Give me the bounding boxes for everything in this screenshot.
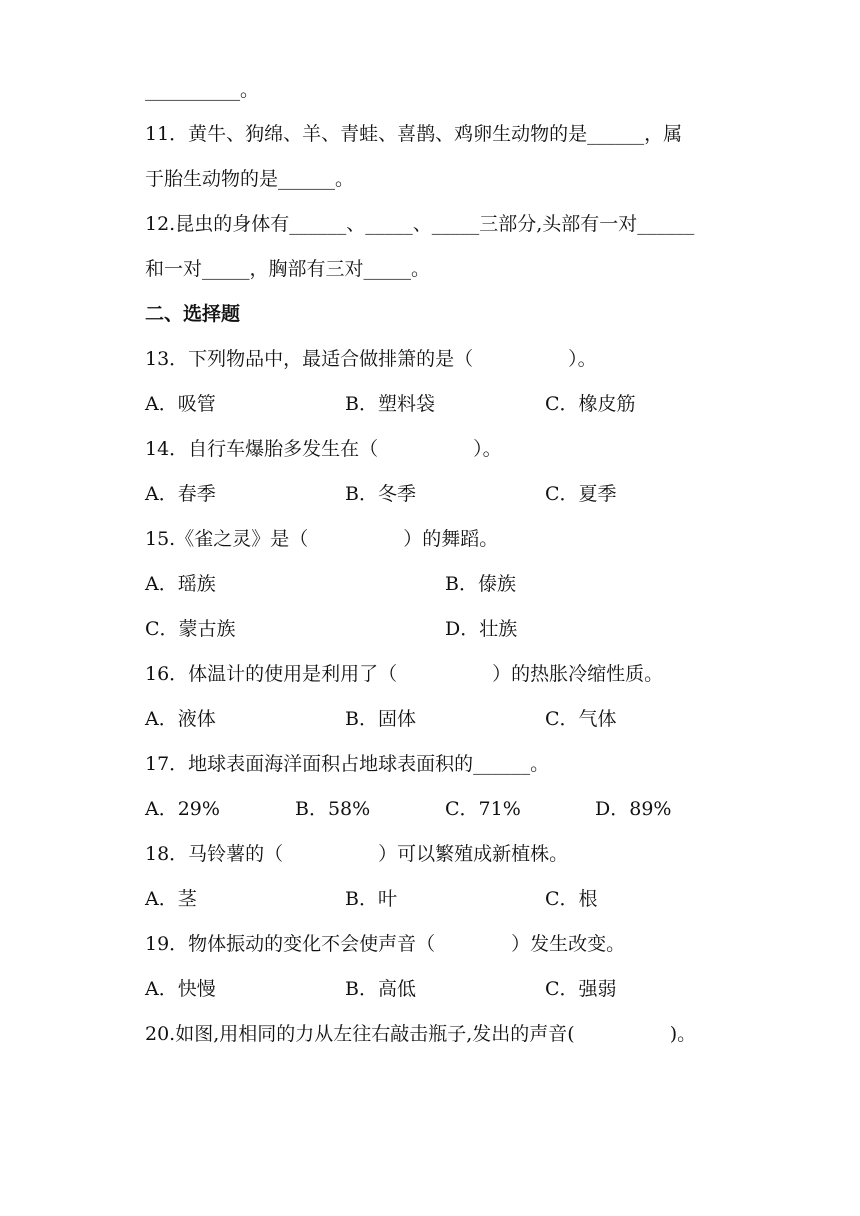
question-15-option-d: D．壮族 bbox=[445, 618, 518, 640]
question-17-option-c: C．71% bbox=[445, 798, 521, 820]
question-15-option-a: A．瑶族 bbox=[145, 573, 216, 595]
question-14-option-b: B．冬季 bbox=[345, 483, 416, 505]
question-11-line-1: 11．黄牛、狗绵、羊、青蛙、喜鹊、鸡卵生动物的是______，属 bbox=[145, 123, 683, 145]
question-15-option-b: B．傣族 bbox=[445, 573, 516, 595]
question-16-option-a: A．液体 bbox=[145, 708, 216, 730]
question-13-option-c: C．橡皮筋 bbox=[545, 393, 636, 415]
question-15-option-c: C．蒙古族 bbox=[145, 618, 236, 640]
question-13-option-b: B．塑料袋 bbox=[345, 393, 435, 415]
question-15-stem: 15.《雀之灵》是（ ）的舞蹈。 bbox=[145, 528, 499, 550]
question-13-stem: 13．下列物品中，最适合做排箫的是（ ）。 bbox=[145, 348, 597, 370]
question-18-option-c: C．根 bbox=[545, 888, 598, 910]
question-18-option-a: A．茎 bbox=[145, 888, 197, 910]
question-12-line-2: 和一对_____，胸部有三对_____。 bbox=[145, 258, 431, 280]
question-20-stem: 20.如图,用相同的力从左往右敲击瓶子,发出的声音( )。 bbox=[145, 1023, 697, 1045]
question-17-option-b: B．58% bbox=[295, 798, 371, 820]
question-17-option-a: A．29% bbox=[145, 798, 220, 820]
question-19-option-c: C．强弱 bbox=[545, 978, 617, 1000]
question-18-stem: 18．马铃薯的（ ）可以繁殖成新植株。 bbox=[145, 843, 569, 865]
question-17-stem: 17．地球表面海洋面积占地球表面积的______。 bbox=[145, 753, 550, 775]
question-13-option-a: A．吸管 bbox=[145, 393, 216, 415]
question-17-option-d: D．89% bbox=[595, 798, 672, 820]
question-16-option-b: B．固体 bbox=[345, 708, 416, 730]
question-14-option-c: C．夏季 bbox=[545, 483, 617, 505]
question-19-option-a: A．快慢 bbox=[145, 978, 216, 1000]
section-title-choice: 二、选择题 bbox=[145, 303, 241, 325]
question-12-line-1: 12.昆虫的身体有______、_____、_____三部分,头部有一对______ bbox=[145, 213, 695, 235]
question-18-option-b: B．叶 bbox=[345, 888, 397, 910]
question-16-stem: 16．体温计的使用是利用了（ ）的热胀冷缩性质。 bbox=[145, 663, 664, 685]
question-14-stem: 14．自行车爆胎多发生在（ ）。 bbox=[145, 438, 502, 460]
question-19-stem: 19．物体振动的变化不会使声音（ ）发生改变。 bbox=[145, 933, 626, 955]
question-14-option-a: A．春季 bbox=[145, 483, 216, 505]
question-16-option-c: C．气体 bbox=[545, 708, 617, 730]
blank-line-continuation: __________。 bbox=[145, 79, 260, 101]
question-19-option-b: B．高低 bbox=[345, 978, 416, 1000]
question-11-line-2: 于胎生动物的是______。 bbox=[145, 168, 355, 190]
